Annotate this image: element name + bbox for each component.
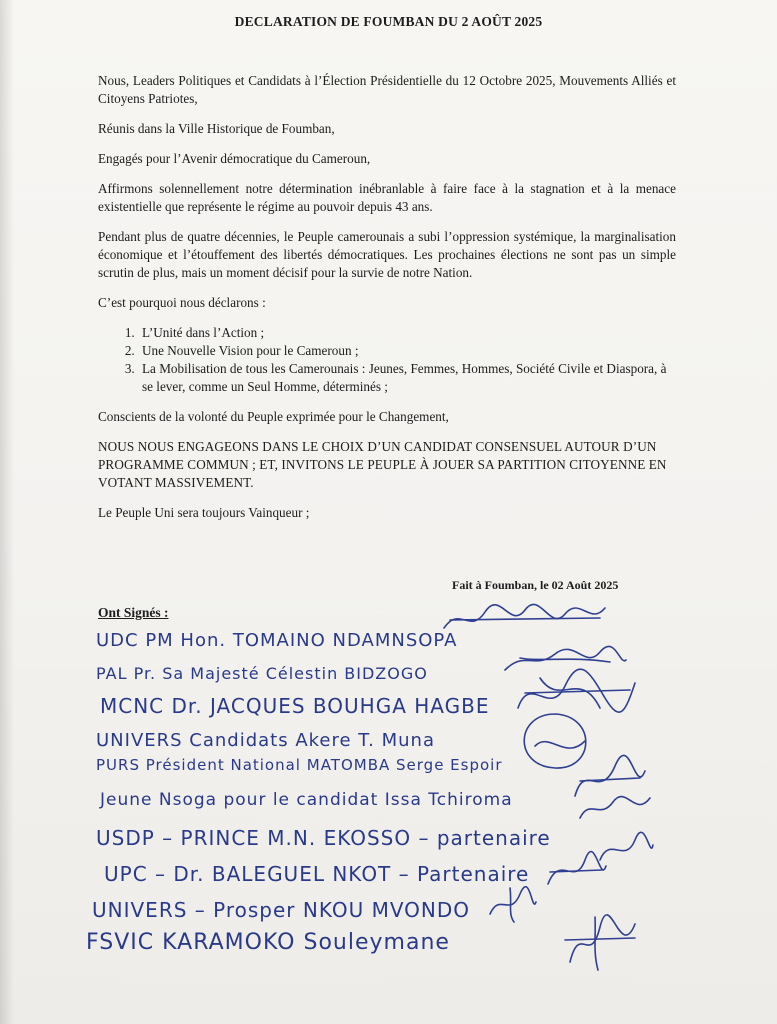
declaration-list <box>98 324 676 396</box>
paragraph: C’est pourquoi nous déclarons : <box>98 295 266 310</box>
signatory-line: Jeune Nsoga pour le candidat Issa Tchiroma <box>100 790 513 810</box>
paragraph: Réunis dans la Ville Historique de Foumban, <box>98 121 335 136</box>
signature-mark <box>440 600 610 640</box>
list-item: 1. L’Unité dans l’Action ; <box>138 324 676 342</box>
list-item: 2. Une Nouvelle Vision pour le Cameroun ; <box>138 342 676 360</box>
paragraph-conscients: Conscients de la volonté du Peuple exprimée pour le Changement, <box>98 409 449 424</box>
place-date-line: Fait à Foumban, le 02 Août 2025 <box>452 578 619 592</box>
declaration-body <box>98 72 676 534</box>
signatory-line: MCNC Dr. JACQUES BOUHGA HAGBE <box>100 694 490 718</box>
closing-line: Le Peuple Uni sera toujours Vainqueur ; <box>98 505 310 520</box>
signature-mark <box>560 912 640 972</box>
signatory-line: UNIVERS – Prosper NKOU MVONDO <box>92 898 471 922</box>
document-title: DECLARATION DE FOUMBAN DU 2 AOÛT 2025 <box>234 14 543 29</box>
list-item: 3. La Mobilisation de tous les Camerounais : Jeunes, Femmes, Hommes, Société Civile et Diaspora, à se lever, comme un Seul Homme, déterminés ; <box>138 360 676 396</box>
signature-mark <box>480 884 540 924</box>
paragraph: Affirmons solennellement notre détermination inébranlable à faire face à la stagnation et à la menace existentielle que représente le régime au pouvoir depuis 43 ans. <box>98 181 676 214</box>
signature-mark <box>540 848 610 894</box>
signatory-line: PURS Président National MATOMBA Serge Espoir <box>96 756 503 774</box>
paragraph: Nous, Leaders Politiques et Candidats à l’Élection Présidentielle du 12 Octobre 2025, Mouvements Alliés et Citoyens Patriotes, <box>98 73 676 106</box>
page-edge-shadow <box>0 0 14 1024</box>
signatory-line: PAL Pr. Sa Majesté Célestin BIDZOGO <box>96 664 428 683</box>
signatory-line: UDC PM Hon. TOMAINO NDAMNSOPA <box>96 630 458 651</box>
paragraph: Pendant plus de quatre décennies, le Peuple camerounais a subi l’oppression systémique, la marginalisation économique et l’étouffement des libertés démocratiques. Les prochaines élections ne sont pas un simple scrutin de plus, mais un moment décisif pour la survie de notre Nation. <box>98 229 676 280</box>
signatory-line: USDP – PRINCE M.N. EKOSSO – partenaire <box>96 826 551 850</box>
engagement-paragraph: NOUS NOUS ENGAGEONS DANS LE CHOIX D’UN CANDIDAT CONSENSUEL AUTOUR D’UN PROGRAMME COMMUN ; ET, INVITONS LE PEUPLE À JOUER SA PARTITION CITOYENNE EN VOTANT MASSIVEMENT. <box>98 439 667 490</box>
paragraph: Engagés pour l’Avenir démocratique du Cameroun, <box>98 151 371 166</box>
signed-label: Ont Signés : <box>98 605 169 620</box>
signatory-line: UPC – Dr. BALEGUEL NKOT – Partenaire <box>104 862 530 886</box>
signatory-line: UNIVERS Candidats Akere T. Muna <box>96 730 435 751</box>
signature-mark <box>575 788 655 828</box>
signatory-line: FSVIC KARAMOKO Souleymane <box>86 930 450 955</box>
